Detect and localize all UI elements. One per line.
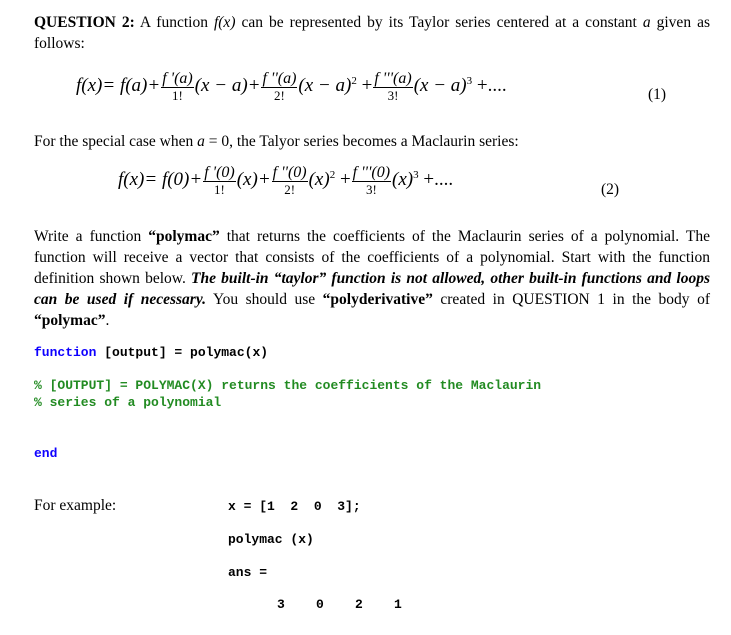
fraction-term-2: $\frac{f ''(0)}{2!}$: [272, 164, 307, 197]
example-ans-line: ans =: [228, 565, 268, 580]
fraction-term-2: $\frac{f ''(a)}{2!}$: [262, 70, 297, 103]
question-label: QUESTION 2:: [34, 14, 135, 31]
fraction-term-1: $\frac{f '(0)}{1!}$: [204, 164, 235, 197]
maclaurin-equation: f(x)= f(0)+ $\frac{f '(0)}{1!}$ (x)+ $\frac{f ''(0)}{2!}$ $(x)^2$ + $\frac{f '''(0)}{3!}$ $(x)^3$ +....: [118, 164, 454, 197]
example-input-line: x = [1 2 0 3];: [228, 499, 361, 514]
task-description: Write a function “polymac” that returns the coefficients of the Maclaurin series of a polynomial. The function will receive a vector that consists of the coefficients of a polynomial. Start with the function definition shown below. The built-in “taylor” function is not allowed, other built-in functions and loops can be used if necessary. You should use “polyderivative” created in QUESTION 1 in the body of “polymac”.: [34, 228, 710, 329]
taylor-equation: f(x)= f(a)+ $\frac{f '(a)}{1!}$ (x − a)+ $\frac{f ''(a)}{2!}$ $(x - a)^2$ + $\frac{f '''(a)}{3!}$ $(x - a)^3$ +....: [76, 70, 507, 103]
equation-number-2: (2): [601, 181, 620, 198]
fraction-term-3: $\frac{f '''(0)}{3!}$: [352, 164, 391, 197]
question-intro: QUESTION 2: A function f(x) can be represented by its Taylor series centered at a constant a given as follows:: [34, 14, 710, 52]
special-case-text: For the special case when a = 0, the Talyor series becomes a Maclaurin series:: [34, 133, 519, 150]
example-call-line: polymac (x): [228, 532, 314, 547]
example-result-line: 3 0 2 1: [277, 597, 402, 612]
keyword-end: end: [34, 446, 58, 461]
function-symbol: f(x): [213, 14, 236, 31]
rule-text: The built-in “taylor” function is not allowed, other built-in functions and loops can be used if necessary.: [34, 270, 710, 308]
fraction-term-3: $\frac{f '''(a)}{3!}$: [374, 70, 412, 103]
fraction-term-1: $\frac{f '(a)}{1!}$: [162, 70, 193, 103]
equation-number-1: (1): [648, 86, 667, 103]
code-function-line: function [output] = polymac(x): [34, 345, 269, 360]
keyword-function: function: [34, 345, 97, 360]
example-label: For example:: [34, 497, 117, 514]
code-comment-1: % [OUTPUT] = POLYMAC(X) returns the coefficients of the Maclaurin: [34, 378, 542, 393]
code-comment-2: % series of a polynomial: [34, 395, 222, 410]
